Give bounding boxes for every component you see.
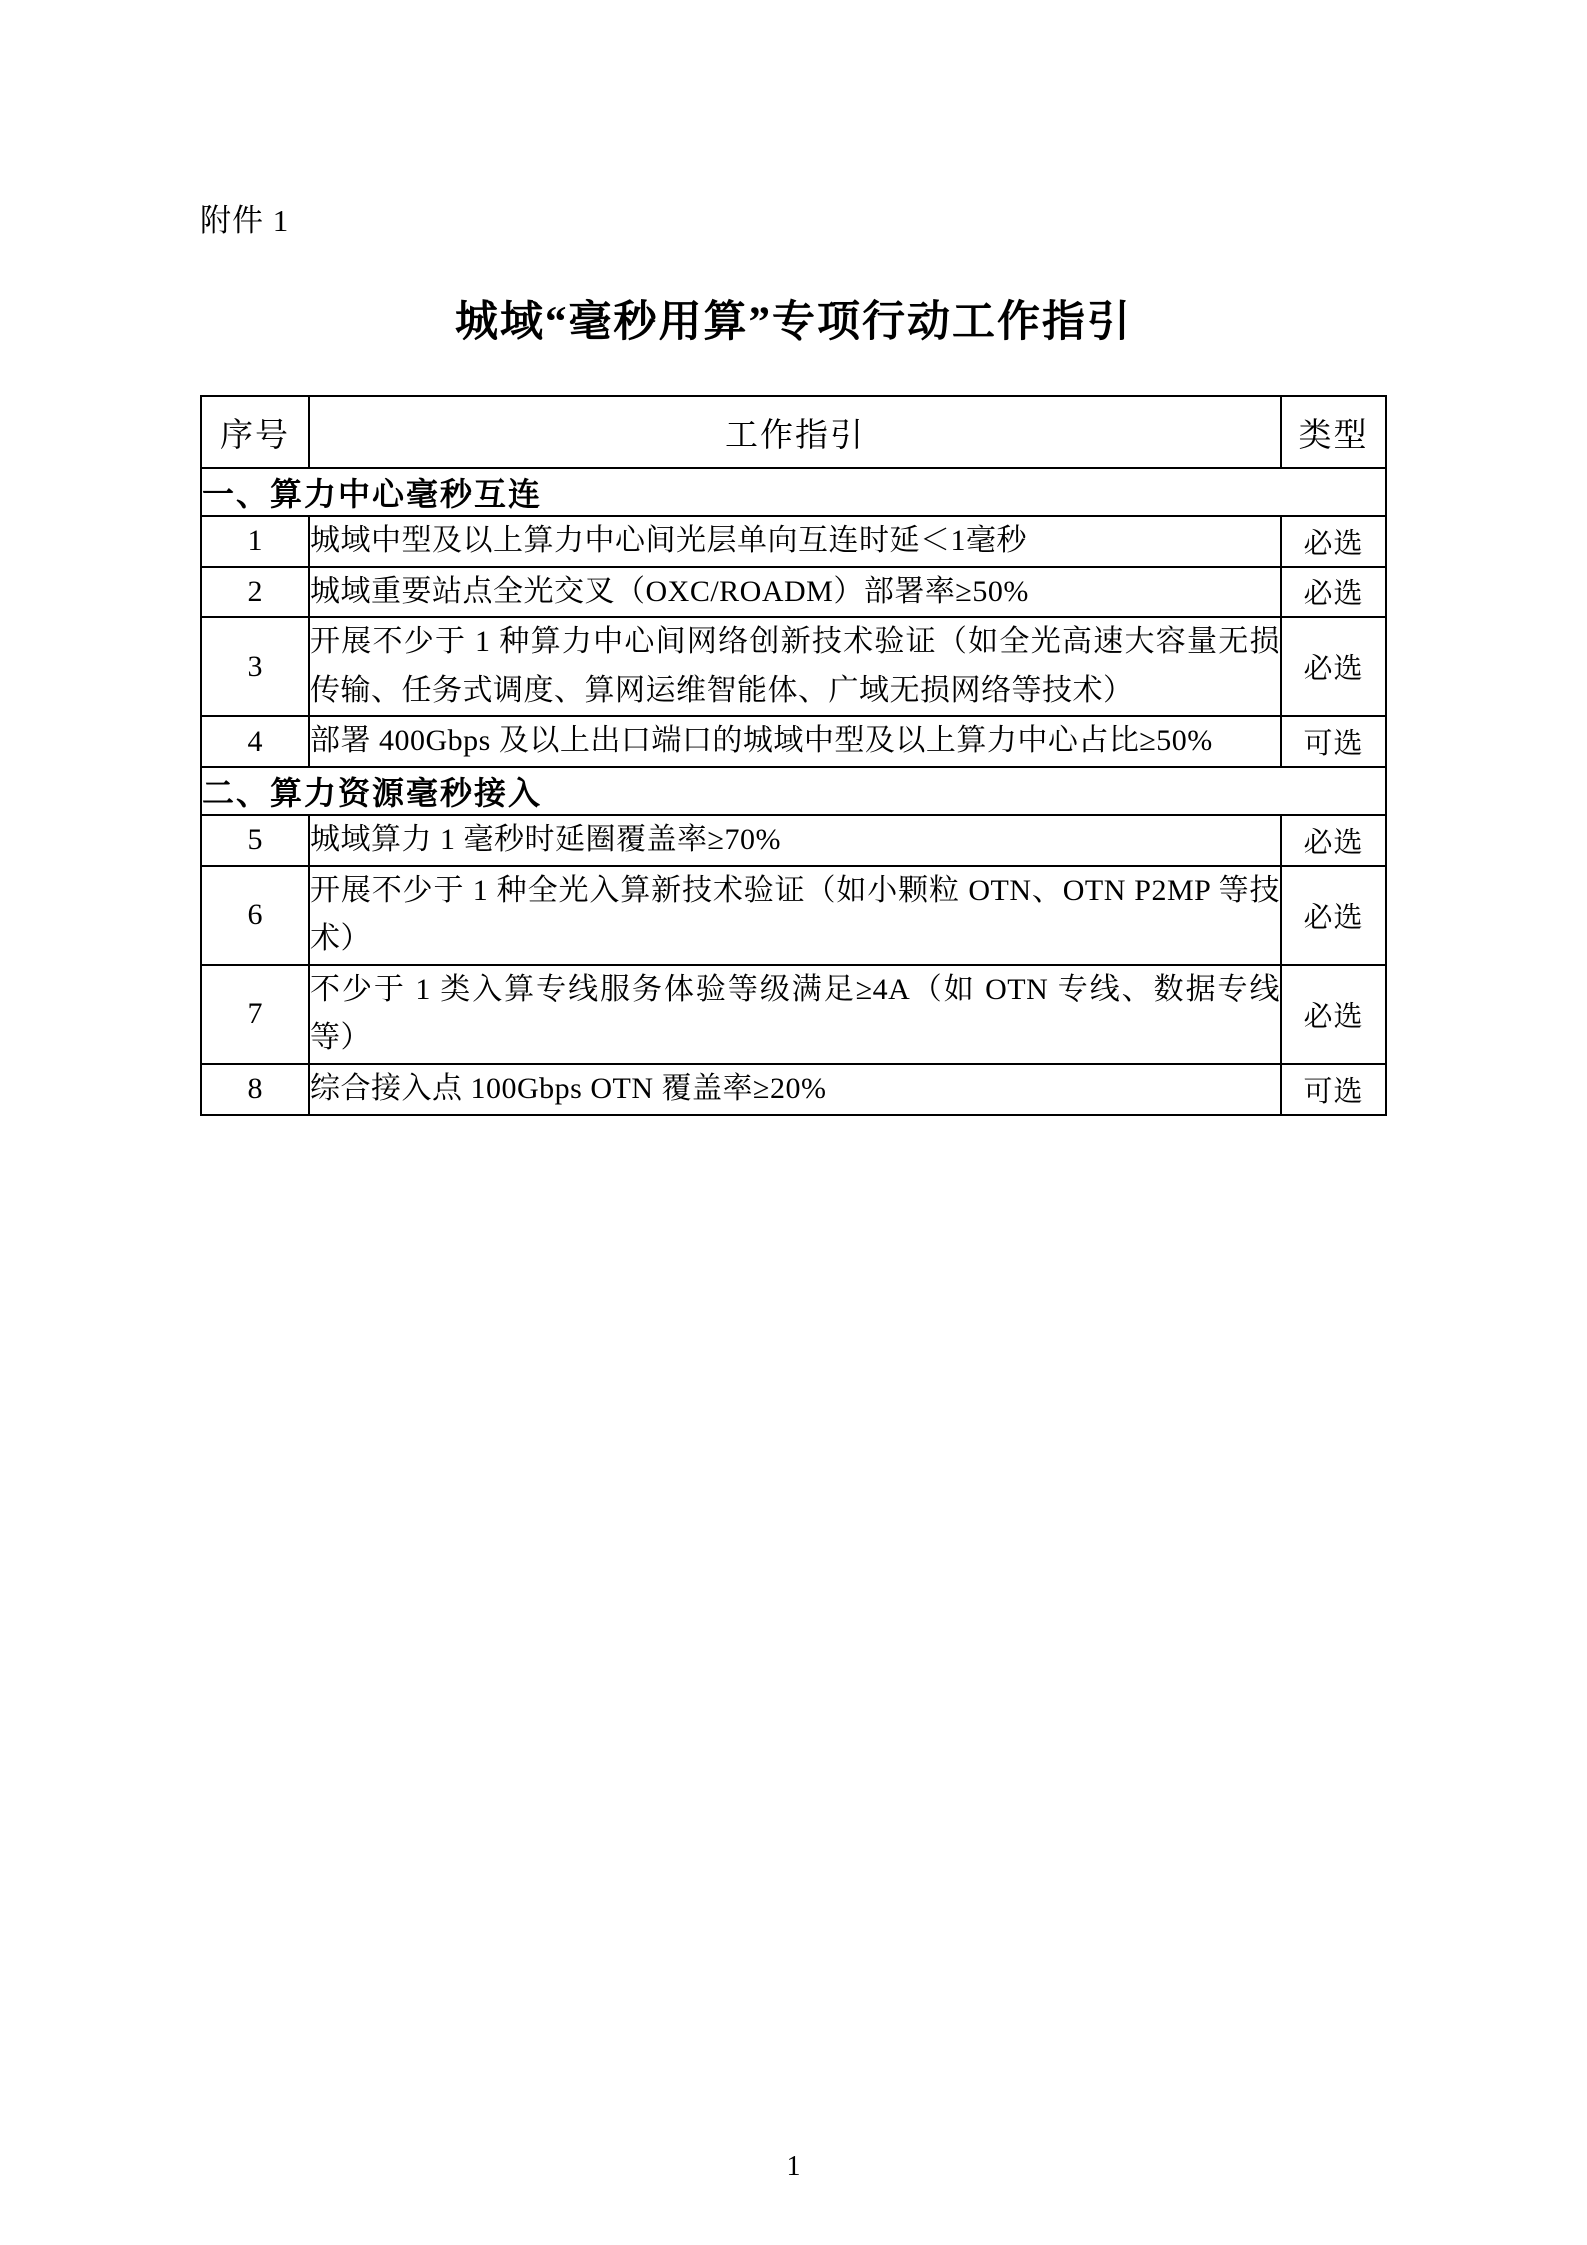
section-heading-row [201, 767, 1386, 815]
row-number: 5 [201, 815, 309, 866]
row-type: 必选 [1281, 516, 1386, 567]
row-type: 必选 [1281, 815, 1386, 866]
section-heading-row [201, 468, 1386, 516]
row-number: 2 [201, 567, 309, 618]
row-type: 必选 [1281, 567, 1386, 618]
row-type: 必选 [1281, 866, 1386, 965]
row-type: 可选 [1281, 716, 1386, 767]
row-text: 开展不少于 1 种算力中心间网络创新技术验证（如全光高速大容量无损传输、任务式调度、算网运维智能体、广域无损网络等技术） [309, 617, 1281, 716]
table-row [201, 965, 1386, 1064]
row-text: 城域算力 1 毫秒时延圈覆盖率≥70% [309, 815, 1281, 866]
row-type: 必选 [1281, 965, 1386, 1064]
row-number: 7 [201, 965, 309, 1064]
table-row [201, 617, 1386, 716]
row-type: 可选 [1281, 1064, 1386, 1115]
table-row [201, 866, 1386, 965]
section-heading: 一、算力中心毫秒互连 [201, 468, 1386, 516]
header-type: 类型 [1281, 396, 1386, 468]
page-title: 城域“毫秒用算”专项行动工作指引 [455, 299, 1132, 346]
row-number: 3 [201, 617, 309, 716]
row-text: 不少于 1 类入算专线服务体验等级满足≥4A（如 OTN 专线、数据专线等） [309, 965, 1281, 1064]
table-row [201, 815, 1386, 866]
row-number: 1 [201, 516, 309, 567]
section-heading: 二、算力资源毫秒接入 [201, 767, 1386, 815]
guideline-table [200, 395, 1387, 1116]
row-type: 必选 [1281, 617, 1386, 716]
row-number: 8 [201, 1064, 309, 1115]
header-no: 序号 [201, 396, 309, 468]
row-number: 6 [201, 866, 309, 965]
table-row [201, 516, 1386, 567]
table-header-row [201, 396, 1386, 468]
table-row [201, 716, 1386, 767]
row-text: 城域中型及以上算力中心间光层单向互连时延＜1毫秒 [309, 516, 1281, 567]
table-row [201, 1064, 1386, 1115]
row-text: 城域重要站点全光交叉（OXC/ROADM）部署率≥50% [309, 567, 1281, 618]
header-guideline: 工作指引 [309, 396, 1281, 468]
table-row [201, 567, 1386, 618]
row-number: 4 [201, 716, 309, 767]
row-text: 开展不少于 1 种全光入算新技术验证（如小颗粒 OTN、OTN P2MP 等技术） [309, 866, 1281, 965]
attachment-label: 附件 1 [200, 203, 290, 238]
page-number: 1 [786, 2151, 801, 2182]
row-text: 综合接入点 100Gbps OTN 覆盖率≥20% [309, 1064, 1281, 1115]
row-text: 部署 400Gbps 及以上出口端口的城域中型及以上算力中心占比≥50% [309, 716, 1281, 767]
